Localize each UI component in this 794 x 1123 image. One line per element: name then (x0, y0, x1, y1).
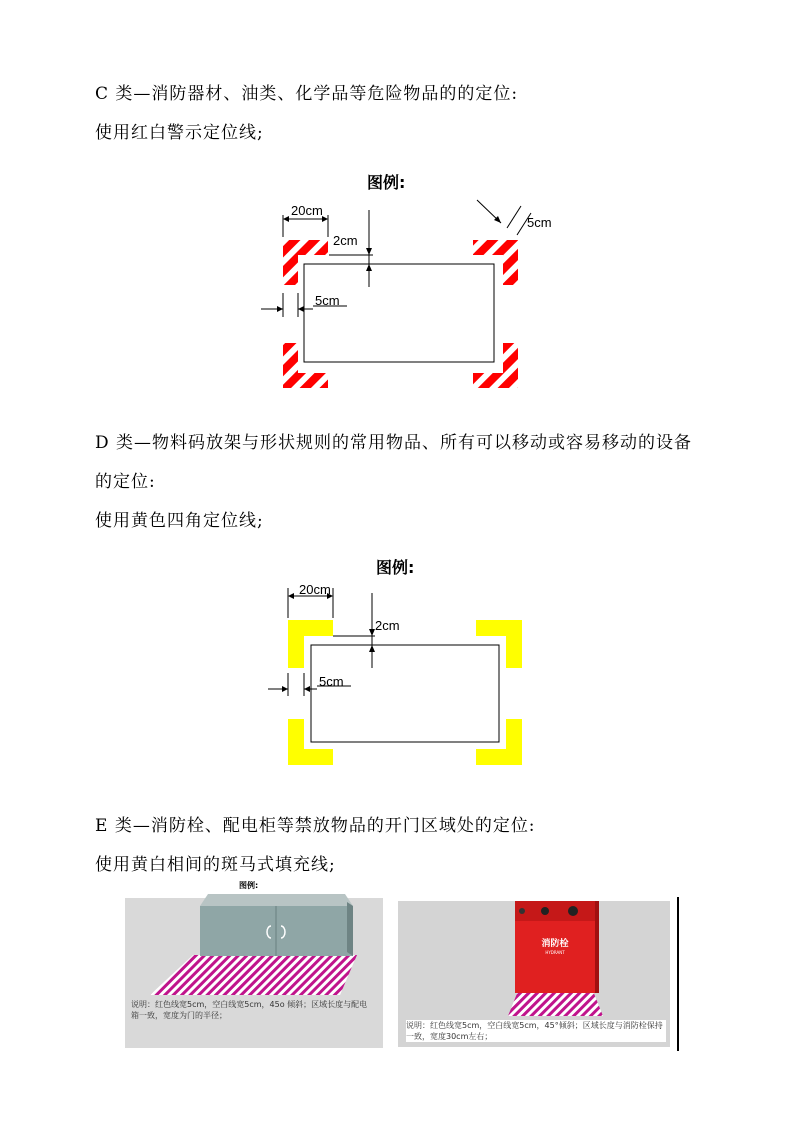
item-outline-d (311, 645, 499, 742)
dim-20cm-d-label: 20cm (299, 582, 331, 597)
section-d-heading-2: 的定位: (95, 472, 156, 492)
photo-fire-hydrant (398, 901, 670, 1047)
right-border-line (677, 897, 679, 1051)
diagram-d (265, 578, 545, 773)
dim-5cm-d-label: 5cm (319, 674, 344, 689)
photo-right-caption: 说明：红色线宽5cm，空白线宽5cm，45°倾斜；区域长度与消防栓保持一致，宽度30cm左右； (406, 1020, 666, 1042)
dim-5cm-label: 5cm (315, 293, 340, 308)
section-d-instruction: 使用黄色四角定位线; (95, 511, 264, 531)
hydrant-label: 消防栓 (541, 939, 569, 949)
hydrant-floor-zone (508, 991, 603, 1016)
photo-left-caption: 说明：红色线宽5cm，空白线宽5cm，45o 倾斜；区域长度与配电箱一致，宽度为门的半径； (131, 1000, 368, 1020)
photo-distribution-cabinet (125, 880, 383, 1048)
hydrant-sublabel: HYDRANT (545, 950, 565, 955)
photo-left-title: 图例: (239, 881, 259, 890)
legend-title-d: 图例: (376, 558, 415, 577)
section-c-heading: C 类—消防器材、油类、化学品等危险物品的的定位: (95, 84, 519, 104)
section-d-heading-1: D 类—物料码放架与形状规则的常用物品、所有可以移动或容易移动的设备 (95, 433, 693, 453)
floor-marking-zone (150, 955, 357, 995)
section-e-heading: E 类—消防栓、配电柜等禁放物品的开门区域处的定位: (95, 816, 536, 836)
section-c-instruction: 使用红白警示定位线; (95, 123, 264, 143)
dim-2cm-d-label: 2cm (375, 618, 400, 633)
item-outline (304, 264, 494, 362)
dim-5cm-top-label: 5cm (527, 215, 552, 230)
dim-2cm-label: 2cm (333, 233, 358, 248)
section-e-instruction: 使用黄白相间的斑马式填充线; (95, 855, 336, 875)
dim-20cm-label: 20cm (291, 203, 323, 218)
diagram-c (255, 195, 555, 395)
legend-title-c: 图例: (367, 173, 406, 192)
